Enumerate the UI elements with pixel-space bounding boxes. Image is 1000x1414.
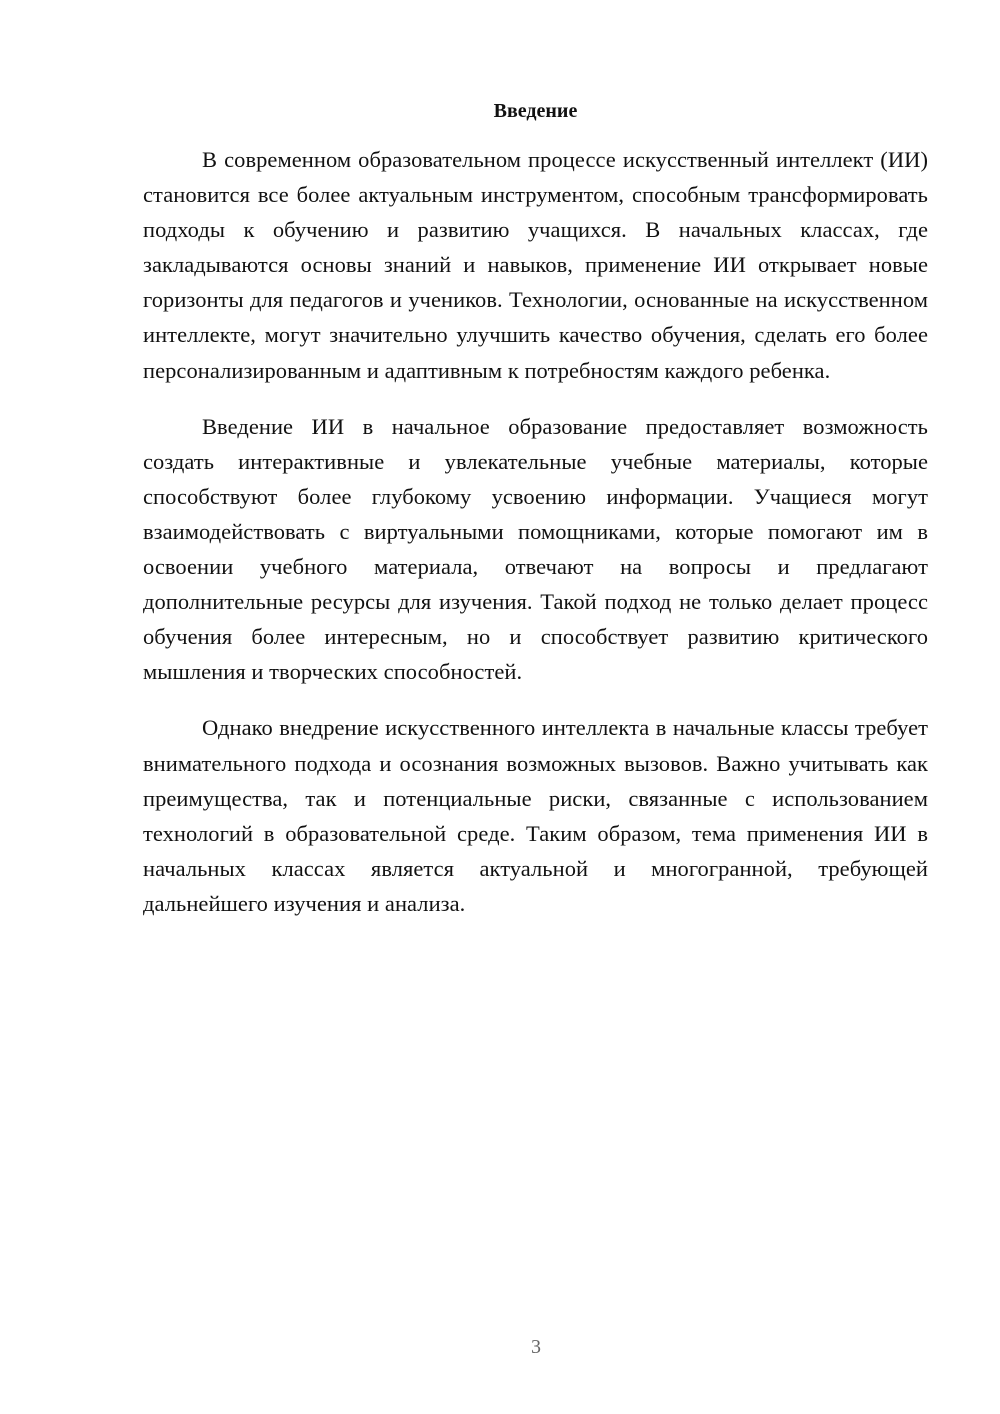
document-body: [143, 142, 928, 942]
paragraph-3: Однако внедрение искусственного интеллекта в начальные классы требует внимательного подхода и осознания возможных вызовов. Важно учитывать как преимущества, так и потенциальные риски, связанные с использованием технологий в образовательной среде. Таким образом, тема применения ИИ в начальных классах является актуальной и многогранной, требующей дальнейшего изучения и анализа.: [143, 715, 928, 916]
paragraph-1: В современном образовательном процессе искусственный интеллект (ИИ) становится все более актуальным инструментом, способным трансформировать подходы к обучению и развитию учащихся. В начальных классах, где закладываются основы знаний и навыков, применение ИИ открывает новые горизонты для педагогов и учеников. Технологии, основанные на искусственном интеллекте, могут значительно улучшить качество обучения, сделать его более персонализированным и адаптивным к потребностям каждого ребенка.: [143, 147, 928, 383]
page-number: 3: [531, 1336, 541, 1358]
paragraph-2: Введение ИИ в начальное образование предоставляет возможность создать интерактивные и увлекательные учебные материалы, которые способствуют более глубокому усвоению информации. Учащиеся могут взаимодействовать с виртуальными помощниками, которые помогают им в освоении учебного материала, отвечают на вопросы и предлагают дополнительные ресурсы для изучения. Такой подход не только делает процесс обучения более интересным, но и способствует развитию критического мышления и творческих способностей.: [143, 413, 928, 685]
page-title: Введение: [493, 100, 578, 122]
